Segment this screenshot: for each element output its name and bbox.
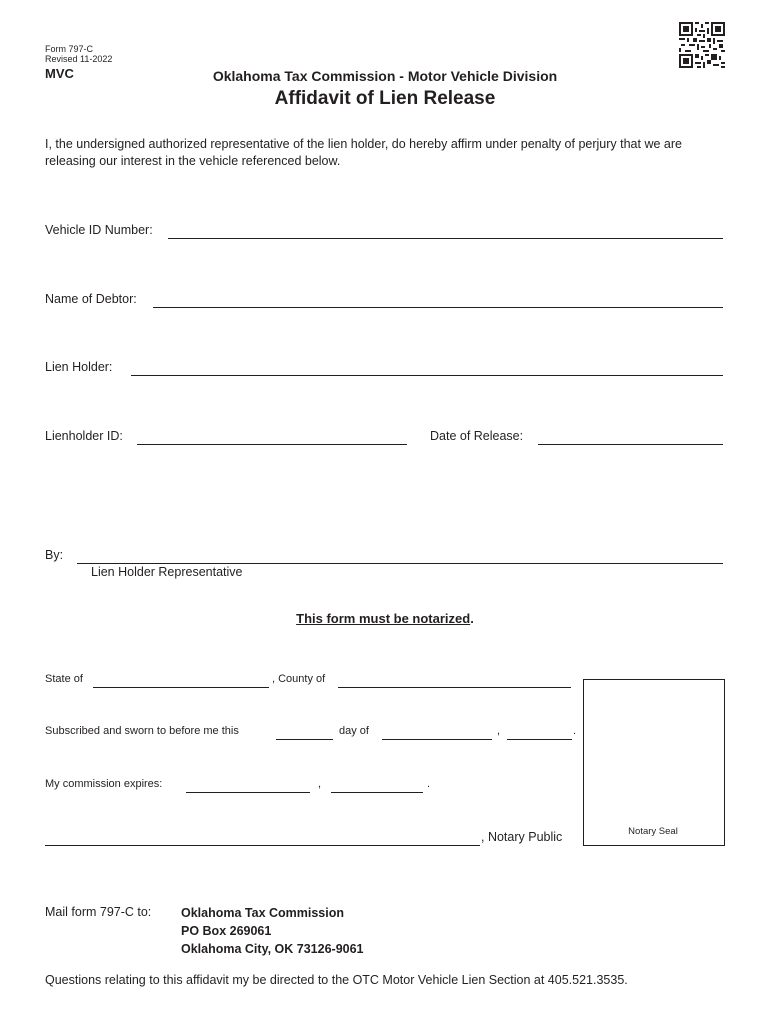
representative-caption: Lien Holder Representative: [91, 565, 243, 579]
page-title: Affidavit of Lien Release: [274, 88, 496, 109]
sworn-label: Subscribed and sworn to before me this: [45, 725, 239, 737]
commission-period: .: [427, 778, 431, 790]
sworn-period: .: [573, 725, 577, 737]
mail-label: Mail form 797-C to:: [45, 905, 152, 919]
lienholder-label: Lien Holder:: [45, 360, 113, 374]
notary-seal-label: Notary Seal: [628, 826, 678, 837]
commission-label: My commission expires:: [45, 778, 163, 790]
release-date-field[interactable]: [538, 429, 723, 445]
commission-year-field[interactable]: [331, 778, 423, 793]
qr-code-icon: [679, 22, 725, 68]
vin-field[interactable]: [168, 223, 723, 239]
state-label: State of: [45, 673, 83, 685]
sworn-year-field[interactable]: [507, 725, 572, 740]
notarized-notice: [0, 611, 770, 626]
day-of-label: day of: [339, 725, 369, 737]
agency-name: Oklahoma Tax Commission - Motor Vehicle Division: [212, 68, 558, 84]
affirmation-statement: I, the undersigned authorized representative of the lien holder, do hereby affirm under penalty of perjury that we are releasing our interest in the vehicle referenced below.: [45, 137, 682, 168]
revision-date: Revised 11-2022: [45, 54, 113, 64]
commission-date-field[interactable]: [186, 778, 310, 793]
mail-address-line2: PO Box 269061: [181, 924, 272, 938]
notarized-notice-text: This form must be notarized: [296, 611, 471, 626]
vin-label: Vehicle ID Number:: [45, 223, 153, 237]
mail-address-line1: Oklahoma Tax Commission: [181, 906, 345, 920]
sworn-comma: ,: [497, 725, 501, 737]
lienholder-id-label: Lienholder ID:: [45, 429, 123, 443]
contact-footer: Questions relating to this affidavit my be directed to the OTC Motor Vehicle Lien Section at 405.521.3535.: [45, 973, 628, 987]
lienholder-id-field[interactable]: [137, 429, 407, 445]
notary-signature-field[interactable]: [45, 831, 480, 846]
mail-address-line3: Oklahoma City, OK 73126-9061: [181, 942, 364, 956]
county-label: , County of: [272, 673, 326, 685]
notary-public-label: , Notary Public: [481, 830, 563, 844]
release-date-label: Date of Release:: [430, 429, 524, 443]
division-code: MVC: [45, 66, 74, 81]
signature-field[interactable]: [77, 548, 723, 564]
mail-address: [181, 904, 364, 958]
notarized-notice-period: .: [470, 611, 474, 626]
lienholder-field[interactable]: [131, 360, 723, 376]
debtor-field[interactable]: [153, 292, 723, 308]
by-label: By:: [45, 548, 64, 562]
notary-seal-box: [583, 679, 725, 846]
debtor-label: Name of Debtor:: [45, 292, 137, 306]
commission-comma: ,: [318, 778, 322, 790]
sworn-month-field[interactable]: [382, 725, 492, 740]
county-field[interactable]: [338, 673, 571, 688]
state-field[interactable]: [93, 673, 269, 688]
form-number: Form 797-C: [45, 44, 94, 54]
sworn-day-field[interactable]: [276, 725, 333, 740]
